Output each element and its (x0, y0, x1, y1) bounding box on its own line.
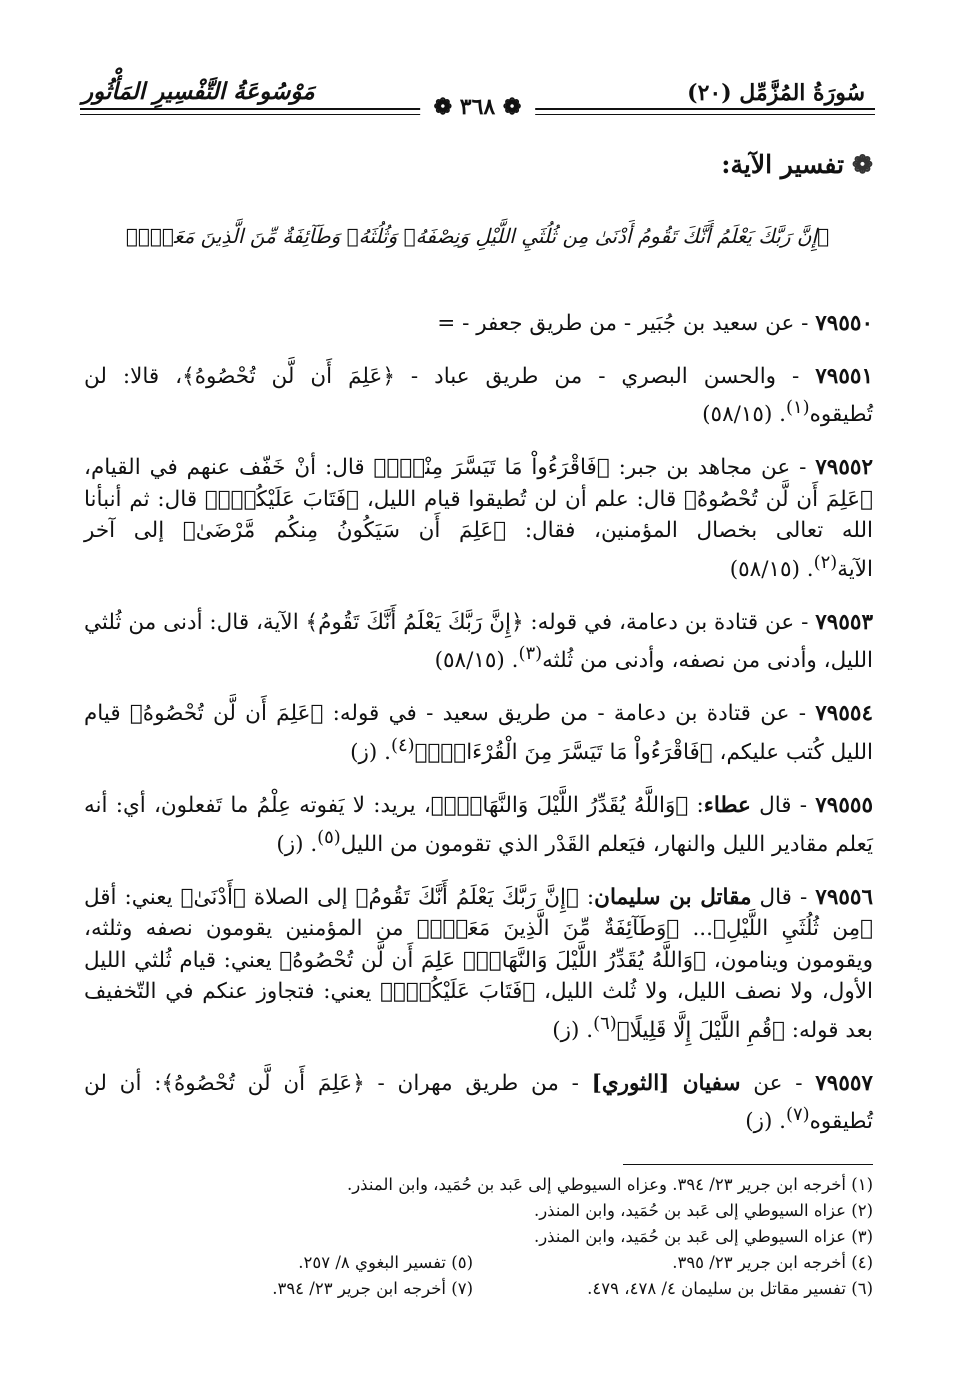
entry-number: ٧٩٥٥١ (815, 363, 873, 389)
footnote: (٢) عزاه السيوطي إلى عَبد بن حُمَيد، وابن المنذر. (533, 1201, 873, 1220)
footnote-marker: (٦) (593, 1012, 617, 1034)
entry-number: ٧٩٥٥٧ (815, 1070, 873, 1096)
volume-reference: . (ز) (745, 1109, 787, 1135)
entry-number: ٧٩٥٥٣ (815, 609, 873, 635)
footnote: (٦) تفسير مقاتل بن سليمان ٤/ ٤٧٨، ٤٧٩. (587, 1279, 873, 1298)
volume-reference: . (ز) (276, 831, 318, 857)
entry-number: ٧٩٥٥٤ (815, 701, 873, 727)
ornament-icon: ❁ (433, 94, 460, 120)
narrator-name: عطاء (703, 793, 751, 819)
entry (84, 308, 873, 340)
entry-number: ٧٩٥٥٢ (815, 455, 873, 481)
entry-text: : ﴿وَاللَّهُ يُقَدِّرُ اللَّيْلَ وَالنَّهَارَۚ﴾، يريد: لا يَفوته عِلْمُ ما تَفعلون، أي: أنه يَعلم مقادير الليل والنهار، فيَعلم القَدْر الذي تقومون من الليل (84, 793, 873, 857)
footnotes (84, 1172, 873, 1302)
footnote-marker: (١) (786, 397, 810, 418)
narrator-name: مقاتل بن سليمان (594, 884, 752, 910)
book-title: مَوْسُوعَةُ التَّفْسِيرِ المَأْثُور (82, 78, 315, 105)
running-header (80, 74, 875, 134)
entry (84, 361, 873, 431)
volume-reference: . (٥٨/١٥) (729, 556, 814, 582)
entry-text: - من طريق مهران - ﴿عَلِمَ أَن لَّن تُحْصُوهُ﴾: أن لن تُطيقوه (84, 1070, 873, 1135)
entry-text: - والحسن البصري - من طريق عباد - ﴿عَلِمَ أَن لَّن تُحْصُوهُ﴾، قالا: لن تُطيقوه (84, 363, 873, 428)
footnote-row (84, 1276, 873, 1302)
entry-text: - عن مجاهد بن جبر: ﴿فَاقْرَءُواْ مَا تَيَسَّرَ مِنْهُۚ﴾ قال: أنْ خَفّف عنهم في القيام، ﴿عَلِمَ أَن لَّن تُحْصُوهُ﴾ قال: علم أن لن تُطيقوا قيام الليل، ﴿فَتَابَ عَلَيْكُمْۖ﴾ قال: ثم أنبأنا الله تعالى بخصال المؤمنين، فقال: ﴿عَلِمَ أَن سَيَكُونُ مِنكُم مَّرْضَىٰ﴾ إلى آخر الآية (84, 455, 873, 582)
footnote-marker: (٣) (518, 643, 543, 665)
narrator-name: سفيان [الثوري] (591, 1070, 741, 1096)
surah-name: سُورَةُ المُزَّمِّل (٢٠) (687, 80, 865, 106)
page-number: ❁ ٣٦٨ ❁ (420, 94, 536, 120)
volume-reference: . (٥٨/١٥) (702, 402, 787, 428)
entry-text: - عن سعيد بن جُبَير - من طريق جعفر - = (437, 310, 816, 336)
footnote-marker: (٢) (813, 551, 838, 573)
entry-text: : ﴿إِنَّ رَبَّكَ يَعْلَمُ أَنَّكَ تَقُومُ﴾ إلى الصلاة ﴿أَدْنَىٰ﴾ يعني: أقل ﴿مِن ثُلُثَيِ اللَّيْلِ﴾... ﴿وَطَآئِفَةٌ مِّنَ الَّذِينَ مَعَكَۚ﴾ من المؤمنين يقومون نصفه وثلثه، ويقومون وينامون، ﴿وَاللَّهُ يُقَدِّرُ اللَّيْلَ وَالنَّهَارَۚ عَلِمَ أَن لَّن تُحْصُوهُ﴾ يعني: قيام ثُلثي الليل الأول، ولا نصف الليل، ولا ثُلث الليل، ﴿فَتَابَ عَلَيْكُمْۖ﴾ يعني: فتجاوز عنكم في التّخفيف بعد قوله: ﴿قُمِ اللَّيْلَ إِلَّا قَلِيلًا﴾ (84, 884, 873, 1043)
footnote-marker: (٥) (317, 826, 341, 848)
entry (84, 607, 873, 677)
footnote: (١) أخرجه ابن جرير ٢٣/ ٣٩٤. وعزاه السيوطي إلى عَبد بن حُمَيد، وابن المنذر. (346, 1175, 873, 1194)
footnote-marker: (٤) (390, 734, 415, 756)
entry-text: - عن قتادة بن دعامة، في قوله: ﴿إِنَّ رَبَّكَ يَعْلَمُ أَنَّكَ تَقُومُ﴾ الآية، قال: أدنى من ثُلثي الليل، وأدنى من نصفه، وأدنى من ثُلثه (84, 609, 873, 674)
tafsir-entries (84, 286, 873, 1148)
entry-number: ٧٩٥٥٠ (815, 310, 873, 336)
volume-reference: . (ز) (350, 740, 391, 766)
footnote-row (84, 1250, 873, 1276)
footnote: (٧) أخرجه ابن جرير ٢٣/ ٣٩٤. (272, 1279, 473, 1298)
entry (84, 452, 873, 585)
footnote: (٤) أخرجه ابن جرير ٢٣/ ٣٩٥. (672, 1253, 873, 1272)
section-title: ❁تفسير الآية: (721, 150, 873, 179)
ornament-icon: ❁ (495, 94, 522, 120)
entry-number: ٧٩٥٥٥ (815, 793, 873, 819)
entry-number: ٧٩٥٥٦ (815, 884, 874, 910)
quran-verse: ﴿إِنَّ رَبَّكَ يَعْلَمُ أَنَّكَ تَقُومُ أَدْنَىٰ مِن ثُلُثَيِ اللَّيْلِ وَنِصْفَهُۥ وَثُلُثَهُۥ وَطَآئِفَةٌ مِّنَ الَّذِينَ مَعَكَۚ﴾ (125, 224, 830, 248)
volume-reference: . (٥٨/١٥) (434, 648, 519, 674)
volume-reference: . (ز) (552, 1017, 594, 1043)
flower-icon: ❁ (852, 150, 873, 179)
footnote: (٣) عزاه السيوطي إلى عَبد بن حُمَيد، وابن المنذر. (533, 1227, 873, 1246)
footnote-separator (623, 1164, 873, 1165)
entry: ٧٩٥٥٦ - قال مقاتل بن سليمان: ﴿إِنَّ رَبَّكَ يَعْلَمُ أَنَّكَ تَقُومُ﴾ إلى الصلاة ﴿أَدْنَىٰ﴾ يعني: أقل ﴿مِن ثُلُثَيِ اللَّيْلِ﴾... ﴿وَطَآئِفَةٌ مِّنَ الَّذِينَ مَعَكَۚ﴾ من المؤمنين يقومون نصفه وثلثه، ويقومون وينامون، ﴿وَاللَّهُ يُقَدِّرُ اللَّيْلَ وَالنَّهَارَۚ عَلِمَ أَن لَّن تُحْصُوهُ﴾ يعني: قيام ثُلثي الليل الأول، ولا نصف الليل، ولا ثُلث الليل، ﴿فَتَابَ عَلَيْكُمْۖ﴾ يعني: فتجاوز عنكم في التّخفيف بعد قوله: ﴿قُمِ اللَّيْلَ إِلَّا قَلِيلًا﴾$^{(٦)}$. (ز) (84, 884, 874, 1043)
entry: ٧٩٥٥٧ - عن سفيان [الثوري] - من طريق مهران - ﴿عَلِمَ أَن لَّن تُحْصُوهُ﴾: أن لن تُطيقوه$^{(٧)}$. (ز) (84, 1070, 873, 1135)
footnote: (٥) تفسير البغوي ٨/ ٢٥٧. (298, 1253, 473, 1272)
footnote-marker: (٧) (786, 1104, 810, 1126)
entry-text: - عن قتادة بن دعامة - من طريق سعيد - في قوله: ﴿عَلِمَ أَن لَّن تُحْصُوهُ﴾ قيام الليل كُتب عليكم، ﴿فَاقْرَءُواْ مَا تَيَسَّرَ مِنَ الْقُرْءَانِۚ﴾ (84, 701, 873, 766)
entry: ٧٩٥٥٥ - قال عطاء: ﴿وَاللَّهُ يُقَدِّرُ اللَّيْلَ وَالنَّهَارَۚ﴾، يريد: لا يَفوته عِلْمُ ما تَفعلون، أي: أنه يَعلم مقادير الليل والنهار، فيَعلم القَدْر الذي تقومون من الليل$^{(٥)}$. (ز) (84, 793, 873, 857)
entry (84, 698, 873, 768)
